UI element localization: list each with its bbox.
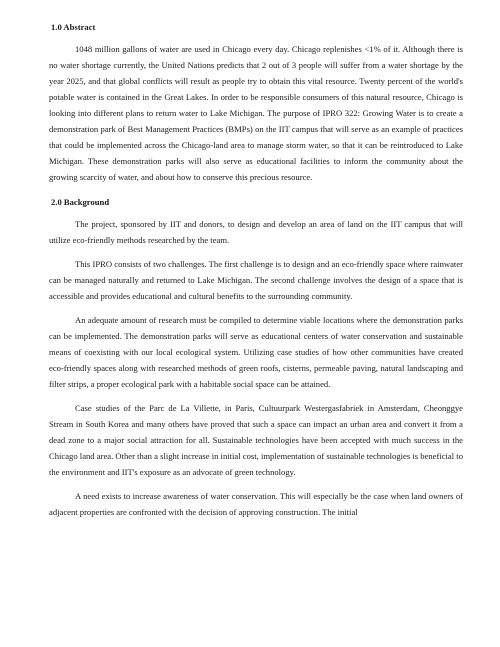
abstract-paragraph: 1048 million gallons of water are used in Chicago every day. Chicago replenishes <1% of it. Although there is no water shortage currently, the United Nations predicts that 2 out of 3 people will suffer from a water shortage by the year 2025, and that global conflicts will result as people try to obtain this vital resource. Twenty percent of the world's potable water is contained in the Great Lakes. In order to be responsible consumers of this natural resource, Chicago is looking into different plans to return water to Lake Michigan. The purpose of IPRO 322: Growing Water is to create a demonstration park of Best Management Practices (BMPs) on the IIT campus that will serve as an example of practices that could be implemented across the Chicago-land area to manage storm water, so that it can be reintroduced to Lake Michigan. These demonstration parks will also serve as educational facilities to inform the community about the growing scarcity of water, and about how to conserve this precious resource.	[49, 44, 463, 182]
background-paragraph-1: The project, sponsored by IIT and donors, to design and develop an area of land on the IIT campus that will utilize eco-friendly methods researched by the team.	[49, 219, 463, 245]
section-heading-abstract: 1.0 Abstract	[51, 22, 96, 32]
background-paragraph-3: An adequate amount of research must be compiled to determine viable locations where the demonstration parks can be implemented. The demonstration parks will serve as educational centers of water conservation and sustainable means of coexisting with our local ecological system. Utilizing case studies of how other communities have created eco-friendly spaces along with researched methods of green roofs, cisterns, permeable paving, natural landscaping and filter strips, a proper ecological park with a habitable social space can be attained.	[49, 315, 463, 389]
document-page	[49, 22, 463, 528]
background-paragraph-5: A need exists to increase awareness of water conservation. This will especially be the case when land owners of adjacent properties are confronted with the decision of approving construction. The initial	[49, 491, 463, 517]
section-heading-background: 2.0 Background	[51, 197, 110, 207]
background-paragraph-4: Case studies of the Parc de La Villette, in Paris, Cultuurpark Westergasfabriek in Amsterdam, Cheonggye Stream in South Korea and many others have proved that such a space can impact an urban area and convert it from a dead zone to a major social attraction for all. Sustainable technologies have been accepted with much success in the Chicago land area. Other than a slight increase in initial cost, implementation of sustainable technologies is beneficial to the environment and IIT's exposure as an advocate of green technology.	[49, 403, 463, 477]
background-paragraph-2: This IPRO consists of two challenges. The first challenge is to design and an eco-friendly space where rainwater can be managed naturally and returned to Lake Michigan. The second challenge involves the design of a space that is accessible and provides educational and cultural benefits to the surrounding community.	[49, 259, 463, 301]
